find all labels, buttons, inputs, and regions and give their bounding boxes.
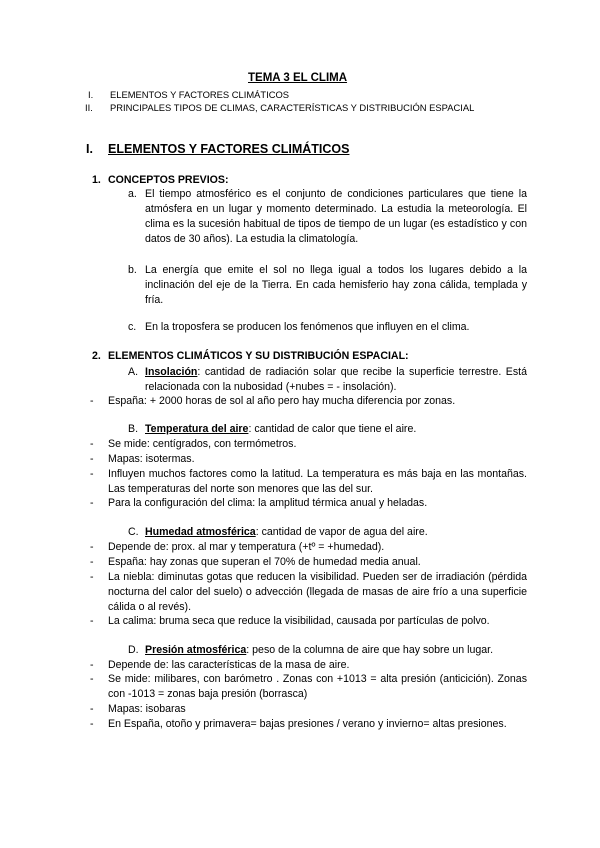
- dash: -: [90, 395, 94, 407]
- bullet-text: Influyen muchos factores como la latitud. La temperatura es más baja en las montañas. Las temperaturas del norte son menores que las del sur.: [108, 468, 527, 495]
- bullet-text: Mapas: isobaras: [108, 703, 186, 715]
- dash: -: [90, 468, 94, 480]
- bullet-text: Se mide: milibares, con barómetro . Zonas con +1013 = alta presión (anticición). Zonas con -1013 = zonas baja presión (borrasca): [108, 673, 527, 700]
- element-def-text: : cantidad de radiación solar que recibe la superficie terrestre. Está relacionada con la nubosidad (+nubes = - insolación).: [145, 366, 527, 393]
- toc-item: PRINCIPALES TIPOS DE CLIMAS, CARACTERÍSTICAS Y DISTRIBUCIÓN ESPACIAL: [110, 102, 475, 113]
- subsection-title: CONCEPTOS PREVIOS:: [108, 174, 229, 186]
- element-letter: A.: [128, 366, 139, 378]
- bullet-text: Mapas: isotermas.: [108, 453, 195, 465]
- element-term: Humedad atmosférica: [145, 526, 256, 538]
- dash: -: [90, 673, 94, 685]
- bullet-text: La niebla: diminutas gotas que reducen la visibilidad. Pueden ser de irradiación (pérdida nocturna del calor del suelo) o advección (llegada de masas de aire frío a una superficie cálida o al revés).: [108, 571, 527, 613]
- bullet-text: Se mide: centígrados, con termómetros.: [108, 438, 297, 450]
- bullet-text: Para la configuración del clima: la amplitud térmica anual y heladas.: [108, 497, 428, 509]
- element-def-text: : peso de la columna de aire que hay sobre un lugar.: [246, 644, 494, 656]
- list-item: En la troposfera se producen los fenómenos que influyen en el clima.: [145, 321, 470, 333]
- dash: -: [90, 703, 94, 715]
- list-item: La energía que emite el sol no llega igual a todos los lugares debido a la inclinación del eje de la Tierra. En cada hemisferio hay zona cálida, templada y fría.: [145, 264, 527, 306]
- element-definition: [145, 365, 527, 395]
- element-definition: [145, 423, 416, 435]
- toc-number: II.: [85, 102, 93, 113]
- section-number: I.: [86, 142, 93, 156]
- list-letter: b.: [128, 264, 137, 276]
- element-letter: D.: [128, 644, 139, 656]
- bullet-text: En España, otoño y primavera= bajas presiones / verano y invierno= altas presiones.: [108, 718, 507, 730]
- element-letter: B.: [128, 423, 139, 435]
- toc-number: I.: [88, 89, 94, 100]
- dash: -: [90, 615, 94, 627]
- dash: -: [90, 453, 94, 465]
- section-title: ELEMENTOS Y FACTORES CLIMÁTICOS: [108, 142, 350, 156]
- element-def-text: : cantidad de calor que tiene el aire.: [248, 423, 417, 435]
- dash: -: [90, 438, 94, 450]
- bullet-text: España: + 2000 horas de sol al año pero hay mucha diferencia por zonas.: [108, 395, 456, 407]
- dash: -: [90, 497, 94, 509]
- element-term: Temperatura del aire: [145, 423, 249, 435]
- toc-item: ELEMENTOS Y FACTORES CLIMÁTICOS: [110, 89, 290, 100]
- list-letter: a.: [128, 188, 137, 200]
- dash: -: [90, 571, 94, 583]
- bullet-text: Depende de: las características de la masa de aire.: [108, 659, 350, 671]
- page-title: TEMA 3 EL CLIMA: [248, 72, 348, 84]
- bullet-text: Depende de: prox. al mar y temperatura (+tº = +humedad).: [108, 541, 385, 553]
- list-letter: c.: [128, 321, 137, 333]
- subsection-title: ELEMENTOS CLIMÁTICOS Y SU DISTRIBUCIÓN ESPACIAL:: [108, 350, 409, 362]
- dash: -: [90, 541, 94, 553]
- element-def-text: : cantidad de vapor de agua del aire.: [255, 526, 428, 538]
- dash: -: [90, 659, 94, 671]
- subsection-number: 1.: [92, 174, 101, 186]
- element-term: Presión atmosférica: [145, 644, 247, 656]
- element-definition: [145, 526, 428, 538]
- list-item: El tiempo atmosférico es el conjunto de condiciones particulares que tiene la atmósfera en un lugar y momento determinado. La estudia la meteorología. El clima es la sucesión habitual de tipos de tiempo de un lugar (es estadístico y con datos de 30 años). La estudia la climatología.: [145, 188, 527, 245]
- element-definition: [145, 644, 493, 656]
- bullet-text: España: hay zonas que superan el 70% de humedad media anual.: [108, 556, 421, 568]
- element-letter: C.: [128, 526, 139, 538]
- subsection-number: 2.: [92, 350, 101, 362]
- dash: -: [90, 718, 94, 730]
- dash: -: [90, 556, 94, 568]
- bullet-text: La calima: bruma seca que reduce la visibilidad, causada por partículas de polvo.: [108, 615, 490, 627]
- element-term: Insolación: [145, 366, 198, 378]
